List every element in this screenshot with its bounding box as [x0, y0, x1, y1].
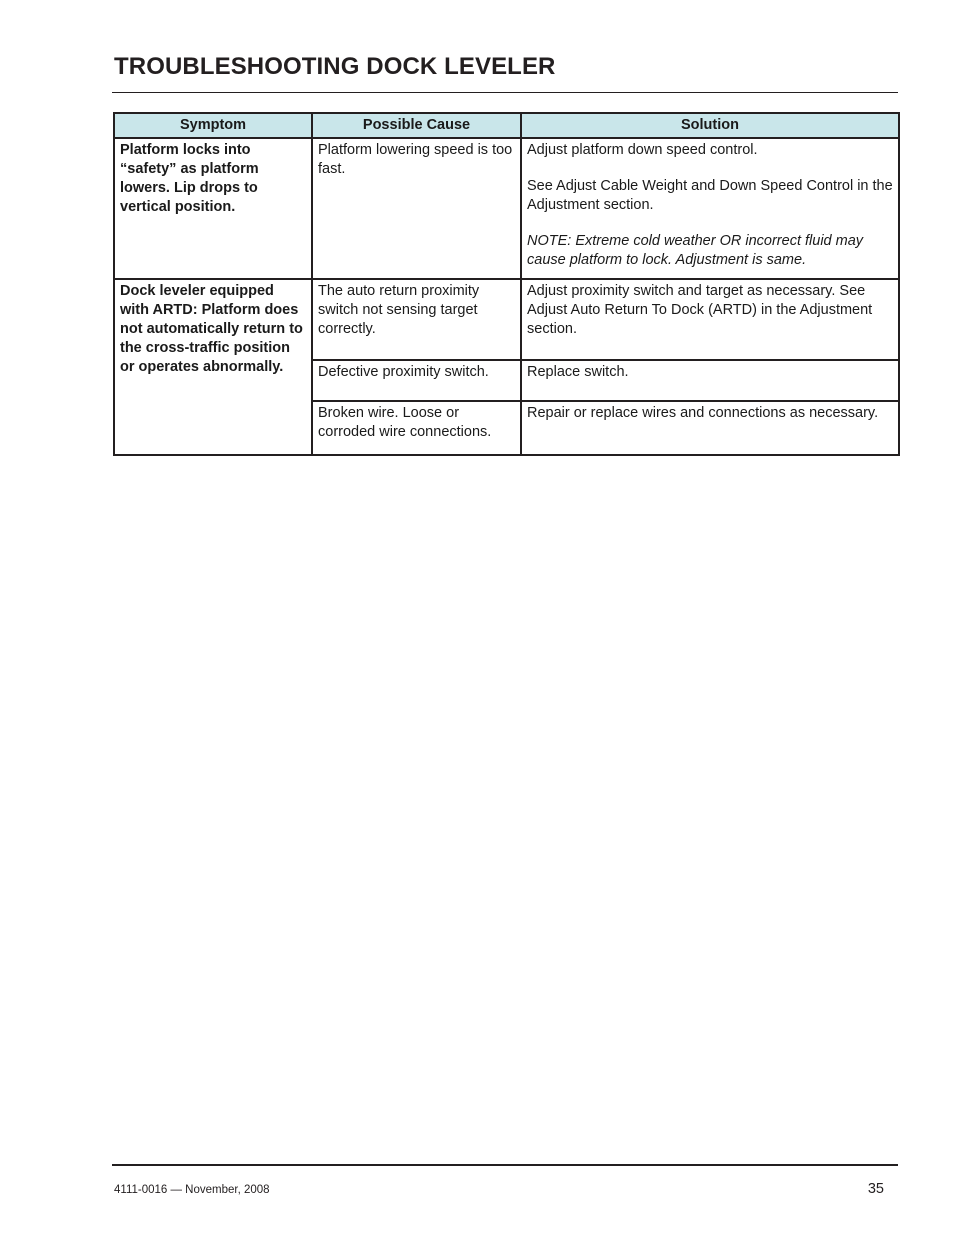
solution-cell: [521, 360, 899, 401]
footer-doc-number: 4111-0016 — November, 2008: [114, 1184, 270, 1196]
solution-text: Adjust proximity switch and target as necessary. See Adjust Auto Return To Dock (ARTD) in the Adjustment section.: [527, 283, 873, 337]
table-row: [114, 138, 899, 279]
page-number: 35: [867, 1181, 884, 1197]
symptom-cell: Dock leveler equipped with ARTD: Platform does not automatically return to the cross-traffic position or operates abnormally.: [114, 279, 312, 455]
table-row: [114, 279, 899, 360]
solution-note: NOTE: Extreme cold weather OR incorrect fluid may cause platform to lock. Adjustment is same.: [527, 233, 864, 268]
solution-cell: [521, 138, 899, 279]
symptom-cell: Platform locks into “safety” as platform lowers. Lip drops to vertical position.: [114, 138, 312, 279]
title-divider: [112, 92, 898, 93]
troubleshooting-table: [113, 112, 900, 456]
header-solution: Solution: [521, 113, 899, 138]
cause-cell: The auto return proximity switch not sensing target correctly.: [312, 279, 521, 360]
solution-text: Replace switch.: [527, 364, 629, 380]
table-header-row: [114, 113, 899, 138]
solution-text: Repair or replace wires and connections as necessary.: [527, 405, 879, 421]
solution-cell: [521, 401, 899, 455]
solution-text: Adjust platform down speed control.: [527, 142, 758, 158]
solution-cell: [521, 279, 899, 360]
cause-cell: Platform lowering speed is too fast.: [312, 138, 521, 279]
footer-divider: [112, 1164, 898, 1166]
cause-cell: Broken wire. Loose or corroded wire connections.: [312, 401, 521, 455]
page-title: TROUBLESHOOTING DOCK LEVELER: [114, 53, 556, 80]
header-possible-cause: Possible Cause: [312, 113, 521, 138]
header-symptom: Symptom: [114, 113, 312, 138]
solution-text: See Adjust Cable Weight and Down Speed Control in the Adjustment section.: [527, 178, 893, 213]
cause-cell: Defective proximity switch.: [312, 360, 521, 401]
